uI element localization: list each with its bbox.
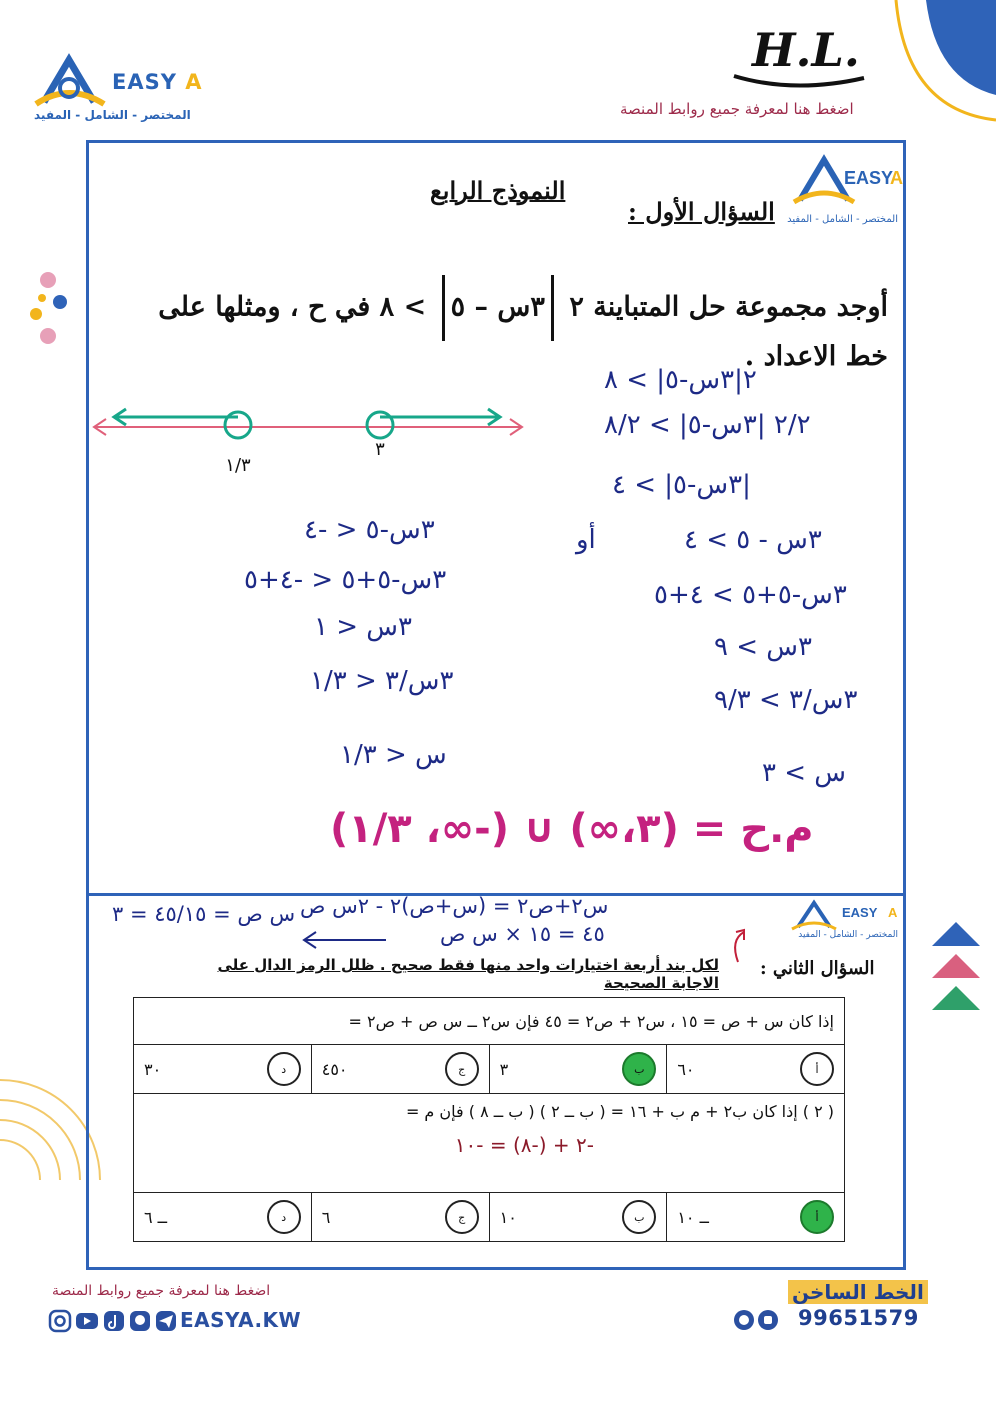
tiktok-icon <box>104 1311 124 1331</box>
work-right-line: |٣س-٥| > ٤ <box>612 470 751 500</box>
prompt-part1: أوجد مجموعة حل المتباينة ٢ <box>569 291 888 323</box>
prompt-part2: ٣س – ٥ <box>450 291 545 323</box>
logo-tagline-text: المختصر - الشامل - المفيد <box>787 214 898 225</box>
options-row <box>134 1193 845 1242</box>
easy-a-logo <box>34 52 124 112</box>
work-right-line: ٣س/٣ > ٩/٣ <box>714 685 858 715</box>
logo-accent-text: A <box>890 168 903 188</box>
numline-mark-right: ٣ <box>375 439 385 460</box>
question1-prompt <box>112 275 888 372</box>
option-a-circle[interactable]: أ <box>800 1052 834 1086</box>
option-d-value: ــ ٦ <box>144 1207 168 1227</box>
question-row <box>134 998 845 1045</box>
instagram-icon <box>50 1311 70 1331</box>
option-d-circle[interactable]: د <box>267 1052 301 1086</box>
option-c-circle[interactable]: ج <box>445 1200 479 1234</box>
option-a-value: ٦٠ <box>677 1059 695 1079</box>
option-a-circle[interactable]: أ <box>800 1200 834 1234</box>
work-left-line: ٣س-٥+٥ < -٤+٥ <box>244 565 447 595</box>
option-d-value: ٣٠ <box>144 1059 162 1079</box>
work-left-line: ٣س < ١ <box>314 612 412 642</box>
option-b-circle[interactable]: ب <box>622 1200 656 1234</box>
question2-label: السؤال الثاني : <box>760 958 875 979</box>
hotline-number[interactable]: 99651579 <box>798 1306 919 1330</box>
platform-links-link[interactable]: اضغط هنا لمعرفة جميع روابط المنصة <box>620 100 854 118</box>
model-title: النموذج الرابع <box>430 176 566 205</box>
option-a-value: ــ ١٠ <box>677 1207 709 1227</box>
question-work: -٢ + (-٨) = -١٠ <box>454 1133 594 1157</box>
question2-instructions: لكل بند أربعة اختيارات واحد منها فقط صحيح . ظلل الرمز الدال على الاجابة الصحيحة <box>217 956 719 992</box>
telegram-icon <box>156 1311 176 1331</box>
logo-accent-text: A <box>888 905 898 920</box>
solution-set: م.ح = (٣،∞) ∪ (-∞، ١/٣) <box>330 806 814 852</box>
curved-arrow-icon <box>726 924 762 964</box>
brand-tagline: المختصر - الشامل - المفيد <box>34 108 191 122</box>
social-icons <box>48 1308 180 1334</box>
work-or: أو <box>576 525 596 555</box>
work-left-line: س < ١/٣ <box>340 740 447 770</box>
work-right-line: ٢|٣س-٥| > ٨ <box>604 365 757 395</box>
q2-work-line: س٢+ص٢ = (س+ص)٢ - ٢س ص <box>300 894 609 918</box>
option-d-circle[interactable]: د <box>267 1200 301 1234</box>
mcq-table <box>133 997 845 1242</box>
easy-a-logo-small <box>790 895 900 940</box>
phone-icon <box>758 1310 778 1330</box>
work-right-line: ٣س-٥+٥ > ٤+٥ <box>654 580 847 610</box>
triangles-decoration <box>926 910 986 1020</box>
logo-tagline-text: المختصر - الشامل - المفيد <box>798 930 898 940</box>
prompt-part3: > ٨ في ح ، ومثلها على خط الاعداد . <box>158 291 888 372</box>
social-handle[interactable]: EASYA.KW <box>180 1308 302 1332</box>
logo-brand-text: EASY <box>844 168 894 188</box>
abs-bar-right <box>442 275 445 341</box>
q2-work-line: ٤٥ = ١٥ × س ص <box>440 922 605 946</box>
corner-decoration <box>886 0 996 130</box>
option-c-value: ٤٥٠ <box>321 1059 348 1079</box>
option-c-value: ٦ <box>321 1207 331 1227</box>
logo-brand-text: EASY <box>842 905 878 920</box>
dots-decoration <box>0 250 90 390</box>
arrow-left-icon <box>300 928 390 952</box>
q2-work-line: س ص = ٤٥/١٥ = ٣ <box>112 902 296 926</box>
option-b-value: ١٠ <box>499 1207 517 1227</box>
whatsapp-phone-icons <box>732 1308 782 1332</box>
easy-a-logo-small <box>787 148 903 228</box>
option-c-circle[interactable]: ج <box>445 1052 479 1086</box>
initials-text: H.L. <box>752 23 860 77</box>
option-b-circle[interactable]: ب <box>622 1052 656 1086</box>
hotline-label: الخط الساخن <box>788 1280 928 1304</box>
work-left-line: ٣س-٥ < -٤ <box>304 515 435 545</box>
question-text: إذا كان س + ص = ١٥ ، س٢ + ص٢ = ٤٥ فإن س٢ ــ س ص + ص٢ = <box>134 998 845 1045</box>
numline-mark-left: ١/٣ <box>225 455 251 476</box>
question1-label: السؤال الأول : <box>628 197 775 226</box>
work-right-line: س > ٣ <box>762 758 847 788</box>
handwritten-initials <box>724 14 874 94</box>
question-row <box>134 1094 845 1193</box>
work-right-line: ٣س - ٥ > ٤ <box>684 525 822 555</box>
work-right-line: ٢/٢ |٣س-٥| > ٨/٢ <box>604 410 811 440</box>
work-right-line: ٣س > ٩ <box>714 632 812 662</box>
question-text: ( ٢ ) إذا كان ب٢ + م ب + ١٦ = ( ب ــ ٢ ) ( ب ــ ٨ ) فإن م = <box>405 1102 834 1121</box>
options-row <box>134 1045 845 1094</box>
footer-platform-link[interactable]: اضغط هنا لمعرفة جميع روابط المنصة <box>52 1283 271 1299</box>
snapchat-icon <box>130 1311 150 1331</box>
whatsapp-icon <box>734 1310 754 1330</box>
youtube-icon <box>76 1313 98 1329</box>
work-left-line: ٣س/٣ < ١/٣ <box>310 666 454 696</box>
brand-name: EASY A <box>112 70 203 94</box>
number-line <box>90 395 530 495</box>
option-b-value: ٣ <box>499 1059 509 1079</box>
abs-bar-left <box>551 275 554 341</box>
